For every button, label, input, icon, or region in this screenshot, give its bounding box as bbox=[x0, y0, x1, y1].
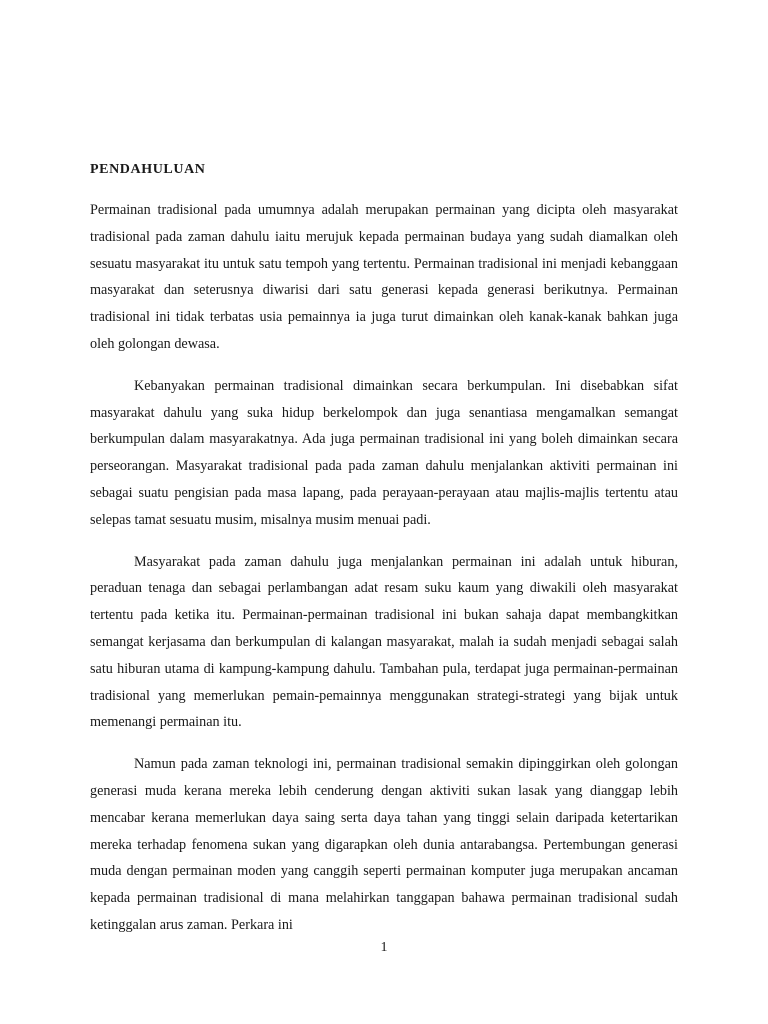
document-body bbox=[90, 158, 678, 954]
paragraph-2: Kebanyakan permainan tradisional dimainkan secara berkumpulan. Ini disebabkan sifat masyarakat dahulu yang suka hidup berkelompok dan juga senantiasa mengamalkan semangat berkumpulan dalam masyarakatnya. Ada juga permainan tradisional ini yang boleh dimainkan secara perseorangan. Masyarakat tradisional pada pada zaman dahulu menjalankan aktiviti permainan ini sebagai suatu pengisian pada masa lapang, pada perayaan-perayaan atau majlis-majlis tertentu atau selepas tamat sesuatu musim, misalnya musim menuai padi. bbox=[90, 377, 678, 528]
paragraph-3: Masyarakat pada zaman dahulu juga menjalankan permainan ini adalah untuk hiburan, peraduan tenaga dan sebagai perlambangan adat resam suku kaum yang diwakili oleh masyarakat tertentu pada ketika itu. Permainan-permainan tradisional ini bukan sahaja dapat membangkitkan semangat kerjasama dan berkumpulan di kalangan masyarakat, malah ia sudah menjadi sebagai salah satu hiburan utama di kampung-kampung dahulu. Tambahan pula, terdapat juga permainan-permainan tradisional yang memerlukan pemain-pemainnya menggunakan strategi-strategi yang bijak untuk memenangi permainan itu. bbox=[90, 553, 678, 731]
page-number: 1 bbox=[380, 940, 388, 955]
section-heading: PENDAHULUAN bbox=[90, 162, 206, 177]
paragraph-4: Namun pada zaman teknologi ini, permainan tradisional semakin dipinggirkan oleh golongan generasi muda kerana mereka lebih cenderung dengan aktiviti sukan lasak yang dianggap lebih mencabar kerana memerlukan daya saing serta daya tahan yang tinggi selain daripada ketertarikan mereka terhadap fenomena sukan yang digarapkan oleh dunia antarabangsa. Pertembungan generasi muda dengan permainan moden yang canggih seperti permainan komputer juga merupakan ancaman kepada permainan tradisional di mana melahirkan tanggapan bahawa permainan tradisional sudah ketinggalan arus zaman. Perkara ini bbox=[90, 756, 678, 933]
paragraph-1: Permainan tradisional pada umumnya adalah merupakan permainan yang dicipta oleh masyarakat tradisional pada zaman dahulu iaitu merujuk kepada permainan budaya yang sudah diamalkan oleh sesuatu masyarakat itu untuk satu tempoh yang tertentu. Permainan tradisional ini menjadi kebanggaan masyarakat dan seterusnya diwarisi dari satu generasi kepada generasi berikutnya. Permainan tradisional ini tidak terbatas usia pemainnya ia juga turut dimainkan oleh kanak-kanak bahkan juga oleh golongan dewasa. bbox=[90, 202, 678, 352]
